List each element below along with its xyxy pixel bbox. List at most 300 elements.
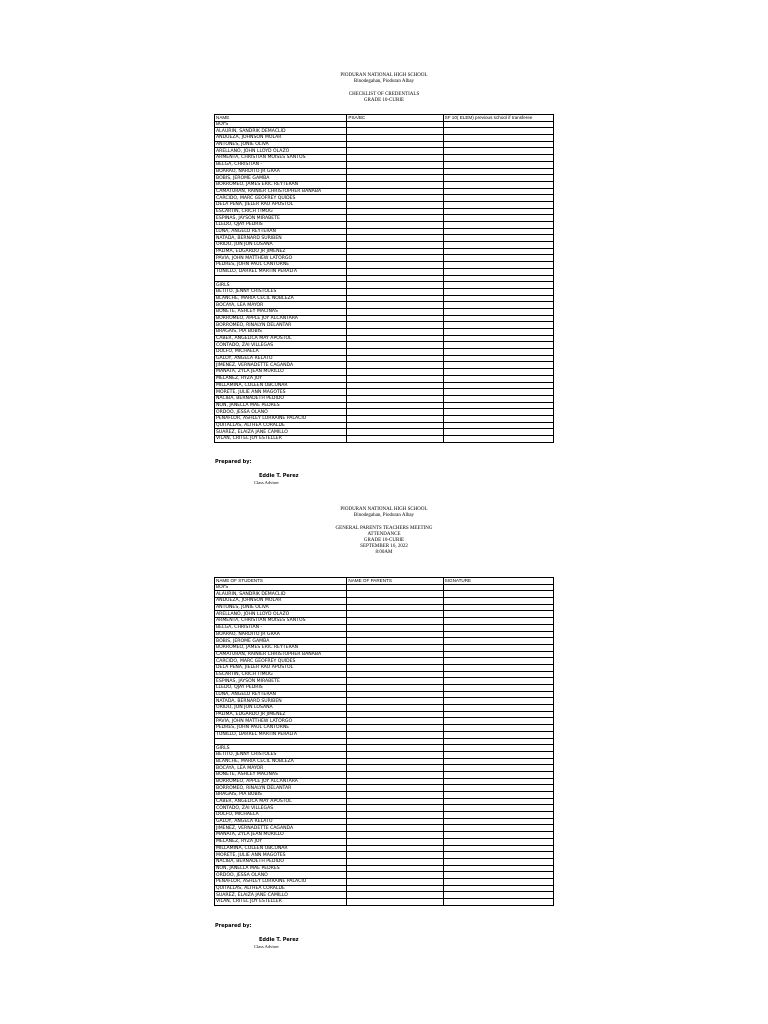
table-row bbox=[215, 858, 554, 865]
student-name-cell: ALAURIN, SANDRIK DEMACLID bbox=[215, 128, 347, 135]
blank-cell bbox=[443, 865, 553, 872]
blank-cell bbox=[347, 858, 443, 865]
blank-cell bbox=[443, 738, 553, 745]
table-row bbox=[215, 865, 554, 872]
student-name-cell: ARMENTA, CHRISTIAN MOISES SANTOS bbox=[215, 618, 347, 625]
student-name-cell: BELGA, CHRISTIAN - bbox=[215, 624, 347, 631]
blank-cell bbox=[347, 618, 443, 625]
blank-cell bbox=[443, 685, 553, 692]
blank-cell bbox=[347, 395, 443, 402]
table-row bbox=[215, 584, 554, 591]
sheet1-grade: GRADE 10-CURIE bbox=[363, 98, 405, 103]
column-header-parents: NAME OF PARENTS bbox=[347, 578, 443, 585]
blank-cell bbox=[443, 222, 553, 229]
table-row bbox=[215, 785, 554, 792]
blank-cell bbox=[443, 698, 553, 705]
blank-cell bbox=[443, 678, 553, 685]
student-name-cell: NACIBA, BERNADETH PEDIDO bbox=[215, 858, 347, 865]
table-row bbox=[215, 611, 554, 618]
blank-cell bbox=[347, 329, 443, 336]
blank-cell bbox=[347, 604, 443, 611]
blank-cell bbox=[347, 825, 443, 832]
column-header-sf10: SF 10( ELEM) previous school if transferee bbox=[443, 115, 553, 122]
blank-cell bbox=[443, 275, 553, 282]
column-header-signature: SIGNATURE bbox=[443, 578, 553, 585]
column-header-name: NAME bbox=[215, 115, 347, 122]
table-row bbox=[215, 618, 554, 625]
student-name-cell: PEDRES, JOHN PAUL CANTORNE bbox=[215, 262, 347, 269]
blank-cell bbox=[347, 415, 443, 422]
blank-cell bbox=[443, 852, 553, 859]
blank-cell bbox=[347, 188, 443, 195]
blank-cell bbox=[443, 858, 553, 865]
prepared-by-label: Prepared by: bbox=[215, 923, 252, 929]
table-row bbox=[215, 805, 554, 812]
blank-cell bbox=[347, 389, 443, 396]
blank-cell bbox=[347, 805, 443, 812]
student-name-cell: BONETE, ASHLEY MACINAS bbox=[215, 771, 347, 778]
blank-cell bbox=[443, 329, 553, 336]
blank-cell bbox=[443, 362, 553, 369]
blank-cell bbox=[347, 208, 443, 215]
student-name-cell: BORROMEO, APPLE JOY ALCANTARA bbox=[215, 315, 347, 322]
blank-cell bbox=[443, 725, 553, 732]
sheet2-grade: GRADE 10-CURIE bbox=[363, 538, 405, 543]
blank-cell bbox=[443, 832, 553, 839]
adviser-role: Class Adviser bbox=[254, 944, 279, 949]
blank-cell bbox=[347, 885, 443, 892]
student-name-cell: ANTONES, JONIE OLIVA bbox=[215, 604, 347, 611]
blank-cell bbox=[443, 195, 553, 202]
blank-cell bbox=[443, 282, 553, 289]
blank-cell bbox=[347, 705, 443, 712]
blank-cell bbox=[347, 148, 443, 155]
student-name-cell: DELA PEÑA, JIELER RAO APOSTOL bbox=[215, 664, 347, 671]
table-row bbox=[215, 248, 554, 255]
blank-cell bbox=[347, 792, 443, 799]
table-row bbox=[215, 395, 554, 402]
blank-cell bbox=[443, 161, 553, 168]
table-row bbox=[215, 375, 554, 382]
student-name-cell: SUAREZ, ELAIZA JANE CAMILLO bbox=[215, 892, 347, 899]
blank-cell bbox=[347, 409, 443, 416]
blank-cell bbox=[347, 242, 443, 249]
table-header-row bbox=[215, 578, 554, 585]
table-row bbox=[215, 778, 554, 785]
table-row bbox=[215, 128, 554, 135]
table-row bbox=[215, 758, 554, 765]
blank-cell bbox=[347, 691, 443, 698]
student-name-cell: MORETE, JULIE ANN MAGOTES bbox=[215, 852, 347, 859]
student-name-cell: TONILLO, DARREL MARTIN PERALTA bbox=[215, 731, 347, 738]
table-row bbox=[215, 771, 554, 778]
table-row bbox=[215, 135, 554, 142]
table-row bbox=[215, 651, 554, 658]
blank-cell bbox=[347, 745, 443, 752]
blank-cell bbox=[443, 242, 553, 249]
table-row bbox=[215, 838, 554, 845]
blank-cell bbox=[347, 671, 443, 678]
table-row bbox=[215, 738, 554, 745]
blank-cell bbox=[443, 604, 553, 611]
table-row bbox=[215, 362, 554, 369]
student-name-cell: BOBIS, JEROME GAMBA bbox=[215, 638, 347, 645]
blank-cell bbox=[347, 175, 443, 182]
table-row bbox=[215, 409, 554, 416]
table-row bbox=[215, 195, 554, 202]
prepared-by-label: Prepared by: bbox=[215, 459, 252, 465]
student-name-cell: PALIMA, EDGARDO JR JIMENEZ bbox=[215, 248, 347, 255]
student-name-cell: CONTADO, ZAI VILLEGAS bbox=[215, 805, 347, 812]
table-row bbox=[215, 215, 554, 222]
student-name-cell: CONTADO, ZAI VILLEGAS bbox=[215, 342, 347, 349]
student-name-cell: ALAURIN, SANDRIK DEMACLID bbox=[215, 591, 347, 598]
blank-cell bbox=[443, 872, 553, 879]
student-name-cell bbox=[215, 275, 347, 282]
blank-cell bbox=[347, 852, 443, 859]
blank-cell bbox=[347, 678, 443, 685]
student-name-cell: PEÑAFLOR, ASHLEY LORRAINE PALACIO bbox=[215, 415, 347, 422]
student-name-cell: ANDUEZA, JOHNSON MOLAR bbox=[215, 598, 347, 605]
blank-cell bbox=[443, 335, 553, 342]
table-row bbox=[215, 698, 554, 705]
student-name-cell: MANATA, ZYLA JEAN MURILLO bbox=[215, 832, 347, 839]
blank-cell bbox=[347, 711, 443, 718]
table-row bbox=[215, 121, 554, 128]
student-name-cell: JIMENEZ, VERNADETTE CAGANDA bbox=[215, 825, 347, 832]
table-row bbox=[215, 161, 554, 168]
blank-cell bbox=[443, 611, 553, 618]
table-row bbox=[215, 315, 554, 322]
blank-cell bbox=[347, 235, 443, 242]
table-row bbox=[215, 818, 554, 825]
table-row bbox=[215, 228, 554, 235]
meeting-time: 8:00AM bbox=[375, 550, 393, 555]
blank-cell bbox=[443, 785, 553, 792]
blank-cell bbox=[347, 638, 443, 645]
blank-cell bbox=[443, 188, 553, 195]
blank-cell bbox=[347, 865, 443, 872]
table-row bbox=[215, 685, 554, 692]
blank-cell bbox=[347, 598, 443, 605]
table-row bbox=[215, 155, 554, 162]
student-name-cell: GIRLS bbox=[215, 745, 347, 752]
table-row bbox=[215, 308, 554, 315]
blank-cell bbox=[443, 148, 553, 155]
table-row bbox=[215, 141, 554, 148]
table-row bbox=[215, 878, 554, 885]
student-name-cell: BOYS bbox=[215, 121, 347, 128]
blank-cell bbox=[347, 288, 443, 295]
table-row bbox=[215, 402, 554, 409]
blank-cell bbox=[443, 664, 553, 671]
student-name-cell: DOLFO, MICHAELA bbox=[215, 349, 347, 356]
student-name-cell: ESCARTIN, CRICH TIMOG bbox=[215, 671, 347, 678]
table-row bbox=[215, 415, 554, 422]
blank-cell bbox=[443, 422, 553, 429]
blank-cell bbox=[443, 638, 553, 645]
table-header-row bbox=[215, 115, 554, 122]
blank-cell bbox=[347, 698, 443, 705]
blank-cell bbox=[443, 711, 553, 718]
student-name-cell: BOCAYA, LEA MAYOR bbox=[215, 302, 347, 309]
blank-cell bbox=[443, 208, 553, 215]
blank-cell bbox=[443, 878, 553, 885]
blank-cell bbox=[347, 369, 443, 376]
student-name-cell: GALOY, ANGELA RELATO bbox=[215, 818, 347, 825]
table-row bbox=[215, 598, 554, 605]
table-row bbox=[215, 349, 554, 356]
student-name-cell: ARELLANO, JOHN LLOYD OLAZO bbox=[215, 611, 347, 618]
sheet2-header bbox=[0, 507, 768, 556]
student-name-cell: ESPINAS, JAYSON MIRABETE bbox=[215, 215, 347, 222]
blank-cell bbox=[443, 181, 553, 188]
student-name-cell: ARMENTA, CHRISTIAN MOISES SANTOS bbox=[215, 155, 347, 162]
student-name-cell: SUAREZ, ELAIZA JANE CAMILLO bbox=[215, 429, 347, 436]
blank-cell bbox=[443, 308, 553, 315]
student-name-cell: MILLAMINA, COLEEN OBCUNAR bbox=[215, 382, 347, 389]
blank-cell bbox=[347, 738, 443, 745]
blank-cell bbox=[347, 591, 443, 598]
table-row bbox=[215, 208, 554, 215]
blank-cell bbox=[443, 718, 553, 725]
student-name-cell: PEÑAFLOR, ASHLEY LORRAINE PALACIO bbox=[215, 878, 347, 885]
blank-cell bbox=[347, 375, 443, 382]
blank-cell bbox=[443, 248, 553, 255]
table-row bbox=[215, 705, 554, 712]
table-row bbox=[215, 792, 554, 799]
blank-cell bbox=[347, 382, 443, 389]
table-row bbox=[215, 638, 554, 645]
student-name-cell: LLEDO, QJAY PEDRIS bbox=[215, 685, 347, 692]
blank-cell bbox=[443, 128, 553, 135]
blank-cell bbox=[347, 751, 443, 758]
meeting-date: SEPTEMBER 16, 2022 bbox=[360, 544, 408, 549]
blank-cell bbox=[443, 591, 553, 598]
table-row bbox=[215, 899, 554, 906]
student-name-cell: ORDOO, JESSA OLANO bbox=[215, 872, 347, 879]
student-name-cell: BRAGAIS, PIA BOBIS bbox=[215, 329, 347, 336]
student-name-cell: VILAN, CRITEL JOY ESTELLER bbox=[215, 436, 347, 443]
blank-cell bbox=[347, 644, 443, 651]
student-name-cell: ESCARTIN, CRICH TIMOG bbox=[215, 208, 347, 215]
table-row bbox=[215, 422, 554, 429]
sheet1-title: CHECKLIST OF CREDENTIALS bbox=[348, 92, 420, 97]
blank-cell bbox=[347, 248, 443, 255]
table-row bbox=[215, 288, 554, 295]
credentials-checklist-sheet bbox=[0, 73, 768, 485]
table-row bbox=[215, 168, 554, 175]
blank-cell bbox=[443, 771, 553, 778]
blank-cell bbox=[443, 415, 553, 422]
blank-cell bbox=[347, 228, 443, 235]
blank-cell bbox=[347, 268, 443, 275]
table-row bbox=[215, 282, 554, 289]
blank-cell bbox=[347, 718, 443, 725]
blank-cell bbox=[443, 168, 553, 175]
blank-cell bbox=[347, 832, 443, 839]
student-name-cell bbox=[215, 738, 347, 745]
blank-cell bbox=[443, 745, 553, 752]
school-name: PIODURAN NATIONAL HIGH SCHOOL bbox=[340, 73, 428, 78]
student-name-cell: BORROMEO, APPLE JOY ALCANTARA bbox=[215, 778, 347, 785]
table-row bbox=[215, 745, 554, 752]
blank-cell bbox=[443, 255, 553, 262]
blank-cell bbox=[443, 288, 553, 295]
blank-cell bbox=[347, 436, 443, 443]
blank-cell bbox=[443, 584, 553, 591]
table-row bbox=[215, 678, 554, 685]
student-name-cell: QUITALLAS, ALTHEA CORALDE bbox=[215, 885, 347, 892]
student-name-cell: BELGA, CHRISTIAN - bbox=[215, 161, 347, 168]
student-name-cell: BOBIS, JEROME GAMBA bbox=[215, 175, 347, 182]
blank-cell bbox=[443, 885, 553, 892]
blank-cell bbox=[443, 315, 553, 322]
table-row bbox=[215, 725, 554, 732]
blank-cell bbox=[347, 651, 443, 658]
table-row bbox=[215, 382, 554, 389]
table-row bbox=[215, 591, 554, 598]
blank-cell bbox=[443, 375, 553, 382]
table-row bbox=[215, 671, 554, 678]
blank-cell bbox=[443, 228, 553, 235]
student-name-cell: PAVIA, JOHN MATTHEW LATORGO bbox=[215, 718, 347, 725]
student-name-cell: MILLAMINA, COLEEN OBCUNAR bbox=[215, 845, 347, 852]
blank-cell bbox=[347, 255, 443, 262]
student-name-cell: CARCIDO, MARC GEOFREY QUIDES bbox=[215, 658, 347, 665]
table-row bbox=[215, 355, 554, 362]
blank-cell bbox=[443, 429, 553, 436]
student-name-cell: ORIDO, JON JON LOSANA bbox=[215, 242, 347, 249]
blank-cell bbox=[443, 369, 553, 376]
table-row bbox=[215, 691, 554, 698]
student-name-cell: PALIMA, EDGARDO JR JIMENEZ bbox=[215, 711, 347, 718]
blank-cell bbox=[443, 671, 553, 678]
table-row bbox=[215, 731, 554, 738]
blank-cell bbox=[347, 685, 443, 692]
blank-cell bbox=[443, 598, 553, 605]
table-row bbox=[215, 765, 554, 772]
blank-cell bbox=[347, 778, 443, 785]
student-name-cell: MANATA, ZYLA JEAN MURILLO bbox=[215, 369, 347, 376]
blank-cell bbox=[347, 771, 443, 778]
blank-cell bbox=[443, 342, 553, 349]
student-name-cell: BETITO, JENNY CRISTOLES bbox=[215, 288, 347, 295]
student-name-cell: CABER, ANGELICA MAY APOSTOL bbox=[215, 798, 347, 805]
student-name-cell: BONETE, ASHLEY MACINAS bbox=[215, 308, 347, 315]
blank-cell bbox=[443, 349, 553, 356]
student-name-cell: ARELLANO, JOHN LLOYD OLAZO bbox=[215, 148, 347, 155]
blank-cell bbox=[347, 758, 443, 765]
school-address: Binodegahan, Pioduran Albay bbox=[353, 513, 415, 518]
blank-cell bbox=[443, 812, 553, 819]
blank-cell bbox=[347, 818, 443, 825]
student-name-cell: ORIDO, JON JON LOSANA bbox=[215, 705, 347, 712]
table-row bbox=[215, 242, 554, 249]
student-name-cell: MELANEZ, RYZA JOY bbox=[215, 838, 347, 845]
attendance-sheet bbox=[0, 507, 768, 949]
table-row bbox=[215, 262, 554, 269]
blank-cell bbox=[347, 322, 443, 329]
blank-cell bbox=[443, 382, 553, 389]
student-name-cell: GIRLS bbox=[215, 282, 347, 289]
student-name-cell: VILAN, CRITEL JOY ESTELLER bbox=[215, 899, 347, 906]
blank-cell bbox=[347, 878, 443, 885]
table-row bbox=[215, 201, 554, 208]
blank-cell bbox=[443, 175, 553, 182]
table-row bbox=[215, 711, 554, 718]
student-name-cell: PAVIA, JOHN MATTHEW LATORGO bbox=[215, 255, 347, 262]
table-row bbox=[215, 335, 554, 342]
blank-cell bbox=[347, 731, 443, 738]
student-name-cell: LLEDO, QJAY PEDRIS bbox=[215, 222, 347, 229]
blank-cell bbox=[443, 302, 553, 309]
blank-cell bbox=[347, 362, 443, 369]
blank-cell bbox=[347, 181, 443, 188]
student-name-cell: BORROMEO, JAMES ERIC REYTERAN bbox=[215, 644, 347, 651]
table-row bbox=[215, 885, 554, 892]
adviser-role: Class Adviser bbox=[254, 480, 279, 485]
table-row bbox=[215, 644, 554, 651]
school-address: Binodegahan, Pioduran Albay bbox=[353, 79, 415, 84]
blank-cell bbox=[443, 295, 553, 302]
blank-cell bbox=[347, 195, 443, 202]
student-name-cell: ANDUEZA, JOHNSON MOLAR bbox=[215, 135, 347, 142]
blank-cell bbox=[347, 315, 443, 322]
student-name-cell: JIMENEZ, VERNADETTE CAGANDA bbox=[215, 362, 347, 369]
table-row bbox=[215, 892, 554, 899]
blank-cell bbox=[347, 429, 443, 436]
table-row bbox=[215, 751, 554, 758]
blank-cell bbox=[443, 395, 553, 402]
blank-cell bbox=[443, 845, 553, 852]
blank-cell bbox=[347, 812, 443, 819]
student-name-cell: BLANCHE, MARIA CECIL NOBLEZA bbox=[215, 295, 347, 302]
school-name: PIODURAN NATIONAL HIGH SCHOOL bbox=[340, 507, 428, 512]
blank-cell bbox=[443, 899, 553, 906]
blank-cell bbox=[347, 222, 443, 229]
blank-cell bbox=[347, 135, 443, 142]
blank-cell bbox=[347, 201, 443, 208]
blank-cell bbox=[347, 624, 443, 631]
student-name-cell: NATADA, BERNARD SURIBEN bbox=[215, 698, 347, 705]
student-name-cell: PEDRES, JOHN PAUL CANTORNE bbox=[215, 725, 347, 732]
student-name-cell: BOCAYA, LEA MAYOR bbox=[215, 765, 347, 772]
blank-cell bbox=[443, 805, 553, 812]
blank-cell bbox=[347, 349, 443, 356]
student-name-cell: CAMATURAN, RAINIER CHRISTOPHER BANABA bbox=[215, 651, 347, 658]
student-name-cell: CABER, ANGELICA MAY APOSTOL bbox=[215, 335, 347, 342]
blank-cell bbox=[347, 295, 443, 302]
table-row bbox=[215, 342, 554, 349]
blank-cell bbox=[443, 705, 553, 712]
table-row bbox=[215, 658, 554, 665]
sheet1-header bbox=[0, 73, 768, 104]
blank-cell bbox=[443, 658, 553, 665]
blank-cell bbox=[347, 422, 443, 429]
table-row bbox=[215, 852, 554, 859]
blank-cell bbox=[347, 168, 443, 175]
blank-cell bbox=[443, 121, 553, 128]
table-row bbox=[215, 872, 554, 879]
blank-cell bbox=[443, 389, 553, 396]
blank-cell bbox=[443, 838, 553, 845]
student-name-cell: BETITO, JENNY CRISTOLES bbox=[215, 751, 347, 758]
blank-cell bbox=[347, 845, 443, 852]
table-row bbox=[215, 825, 554, 832]
blank-cell bbox=[347, 121, 443, 128]
table-row bbox=[215, 798, 554, 805]
